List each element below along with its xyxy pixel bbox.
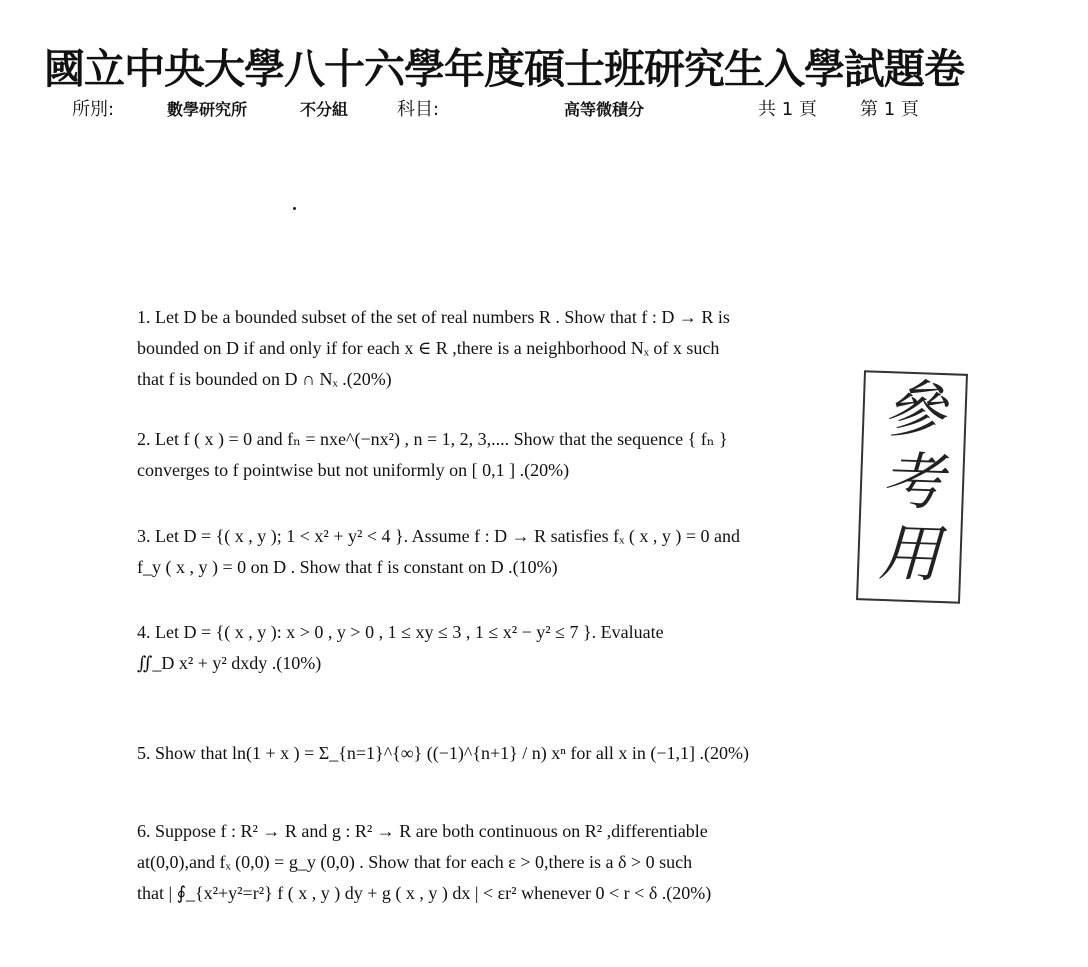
dept-label: 所別: — [72, 99, 115, 120]
subject-label: 科目: — [397, 99, 440, 120]
subject-value: 高等微積分 — [564, 100, 645, 119]
exam-title: 國立中央大學八十六學年度碩士班研究生入學試題卷 — [44, 45, 964, 93]
question-1-line-2: bounded on D if and only if for each x ∈ R ,there is a neighborhood Nₓ of x such — [137, 338, 720, 358]
dept-value: 數學研究所 — [167, 100, 248, 119]
reference-stamp — [856, 370, 968, 603]
question-4 — [137, 617, 852, 679]
stamp-char-1: 參 — [882, 371, 947, 448]
group-label: 不分組 — [300, 100, 349, 119]
question-6-line-1: 6. Suppose f : R² → R and g : R² → R are both continuous on R² ,differentiable — [137, 821, 708, 841]
question-2-line-1: 2. Let f ( x ) = 0 and fₙ = nxe^(−nx²) , n = 1, 2, 3,.... Show that the sequence { fₙ } — [137, 429, 728, 449]
question-1-line-1: 1. Let D be a bounded subset of the set of real numbers R . Show that f : D → R is — [137, 307, 730, 327]
question-6 — [137, 816, 852, 909]
question-5 — [137, 738, 852, 769]
page-number: 第 1 頁 — [860, 99, 919, 120]
question-4-line-2: ∬_D x² + y² dxdy .(10%) — [137, 653, 322, 673]
question-1-line-3: that f is bounded on D ∩ Nₓ .(20%) — [137, 369, 392, 389]
question-3 — [137, 521, 852, 583]
stamp-char-2: 考 — [879, 443, 945, 520]
question-2-line-2: converges to f pointwise but not uniformly on [ 0,1 ] .(20%) — [137, 460, 570, 480]
stamp-char-3: 用 — [877, 515, 942, 592]
question-3-line-1: 3. Let D = {( x , y ); 1 < x² + y² < 4 }. Assume f : D → R satisfies fₓ ( x , y ) = 0 and — [137, 526, 740, 546]
question-5-line-1: 5. Show that ln(1 + x ) = Σ_{n=1}^{∞} ((−1)^{n+1} / n) xⁿ for all x in (−1,1] .(20%) — [137, 743, 750, 763]
page-count: 共 1 頁 — [758, 99, 817, 120]
question-2 — [137, 424, 852, 486]
stray-dot — [293, 207, 296, 210]
question-3-line-2: f_y ( x , y ) = 0 on D . Show that f is constant on D .(10%) — [137, 557, 558, 577]
question-1 — [137, 302, 852, 395]
question-6-line-2: at(0,0),and fₓ (0,0) = g_y (0,0) . Show that for each ε > 0,there is a δ > 0 such — [137, 852, 693, 872]
question-4-line-1: 4. Let D = {( x , y ): x > 0 , y > 0 , 1 ≤ xy ≤ 3 , 1 ≤ x² − y² ≤ 7 }. Evaluate — [137, 622, 664, 642]
question-6-line-3: that | ∮_{x²+y²=r²} f ( x , y ) dy + g ( x , y ) dx | < εr² whenever 0 < r < δ .(20%) — [137, 883, 712, 903]
